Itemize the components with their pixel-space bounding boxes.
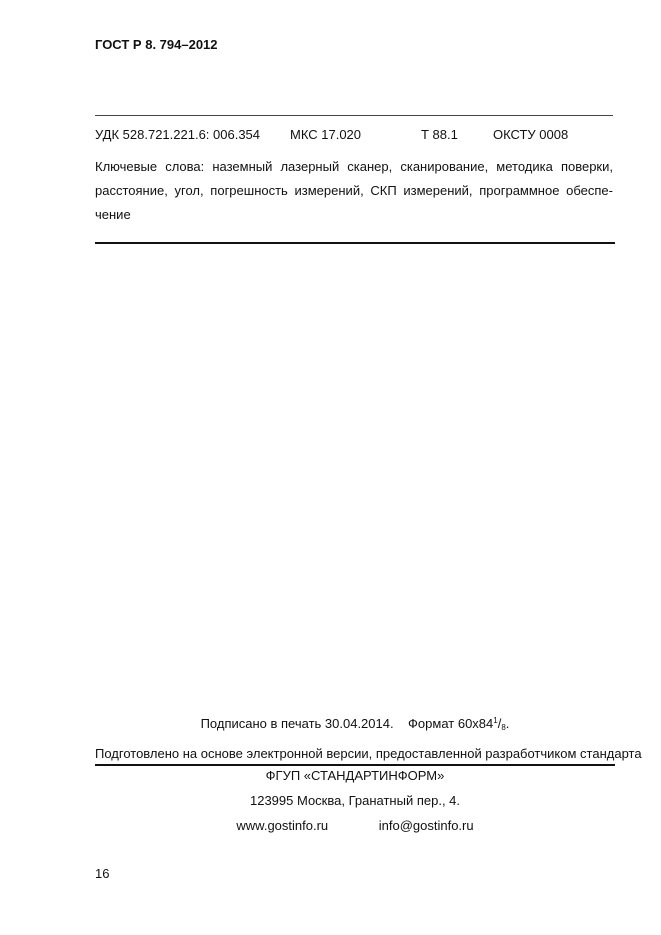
mks-code: МКС 17.020 (290, 127, 362, 142)
paper-format: Формат $60х84^1/_8$. (408, 716, 510, 732)
email-link[interactable]: info@gostinfo.ru (378, 818, 474, 833)
publisher-address: 123995 Москва, Гранатный пер., 4. (249, 793, 461, 808)
keywords-paragraph (95, 155, 613, 227)
udk-code: УДК 528.721.221.6: 006.354 (95, 127, 261, 142)
page-number: 16 (95, 866, 110, 881)
signed-date: Подписано в печать 30.04.2014. (200, 716, 394, 731)
t-code: Т 88.1 (421, 127, 458, 142)
prepared-note: Подготовлено на основе электронной версии, предоставленной разработчиком стандарта (95, 746, 642, 761)
okstu-code: ОКСТУ 0008 (493, 127, 569, 142)
website-link[interactable]: www.gostinfo.ru (236, 818, 329, 833)
keywords-line: расстояние, угол, погрешность измерений, СКП измерений, программное обеспе- (95, 183, 613, 198)
standard-code: ГОСТ Р 8. 794–2012 (95, 37, 218, 52)
top-divider (95, 115, 613, 116)
print-info (95, 716, 615, 732)
contact-links (95, 818, 615, 833)
keywords-line: чение (95, 207, 131, 222)
imprint-divider (95, 764, 615, 766)
keywords-bottom-divider (95, 242, 615, 244)
publisher-name: ФГУП «СТАНДАРТИНФОРМ» (265, 768, 445, 783)
classification-codes (95, 127, 615, 145)
keywords-line: Ключевые слова: наземный лазерный сканер, сканирование, методика поверки, (95, 159, 613, 174)
